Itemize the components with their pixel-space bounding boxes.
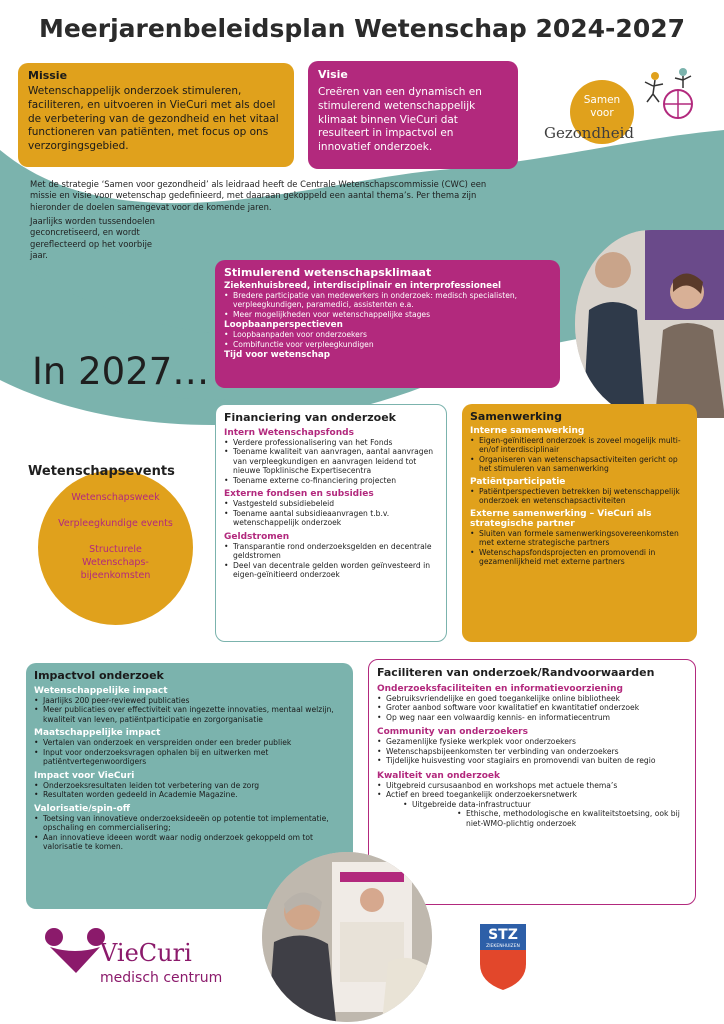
financiering-sub1: Intern Wetenschapsfonds [224, 428, 354, 438]
impact-sub3: Impact voor VieCuri [34, 770, 135, 781]
event-structurele: Structurele [89, 544, 142, 555]
list-item: • Bredere participatie van medewerkers in onderzoek: medisch specialisten, verpleegkundigen, paramedici, assistenten e.a. [224, 291, 551, 310]
stimulerend-heading: Stimulerend wetenschapsklimaat [224, 266, 432, 279]
impact-heading: Impactvol onderzoek [34, 669, 164, 682]
financiering-list1 [224, 438, 438, 485]
list-item: • Organiseren van wetenschapsactiviteiten gericht op het stimuleren van samenwerking [470, 455, 689, 474]
faciliteren-list3 [377, 781, 687, 828]
list-item: • Deel van decentrale gelden worden geïnvesteerd in eigen-geïnitieerd onderzoek [224, 561, 438, 580]
faciliteren-list2 [377, 737, 687, 765]
missie-card [18, 63, 294, 167]
viecuri-logo [40, 925, 240, 995]
intro-text-2: Jaarlijks worden tussendoelen geconcretiseerd, en wordt gereflecteerd op het voorbije jaar. [30, 216, 155, 261]
list-item: • Combifunctie voor verpleegkundigen [224, 340, 551, 349]
list-item: • Jaarlijks 200 peer-reviewed publicaties [34, 696, 345, 705]
financiering-list3 [224, 542, 438, 580]
list-item: • Groter aanbod software voor kwalitatief en kwantitatief onderzoek [377, 703, 687, 712]
photo-people-illustration [575, 230, 724, 418]
stimulerend-sub2: Loopbaanperspectieven [224, 320, 343, 331]
visie-heading: Visie [318, 68, 348, 81]
list-item: • Gezamenlijke fysieke werkplek voor onderzoekers [377, 737, 687, 746]
voor-text: voor [590, 106, 614, 119]
list-item: • Toename externe co-financiering projecten [224, 476, 438, 485]
list-item: • Toename kwaliteit van aanvragen, aantal aanvragen van verpleegkundigen en aanvragen leidend tot nieuwe Topklinische Expertisecentra [224, 447, 438, 475]
impact-sub1: Wetenschappelijke impact [34, 686, 168, 696]
list-item: • Input voor onderzoeksvragen ophalen bij en uitwerken met patiëntvertegenwoordigers [34, 748, 345, 767]
list-item: • Aan innovatieve ideeen wordt waar nodig onderzoek gekoppeld om tot valorisatie te komen. [34, 833, 345, 852]
list-item: • Sluiten van formele samenwerkingsovereenkomsten met externe strategische partners [470, 529, 689, 548]
impact-list1 [34, 696, 345, 724]
samenwerking-heading: Samenwerking [470, 410, 562, 423]
visie-card [308, 61, 518, 169]
list-item: • Uitgebreid cursusaanbod en workshops met actuele thema’s [377, 781, 687, 790]
list-item: • Meer mogelijkheden voor wetenschappelijke stages [224, 310, 551, 319]
samenwerking-list3 [470, 529, 689, 567]
financiering-sub3: Geldstromen [224, 531, 290, 542]
event-verpleegkundige: Verpleegkundige events [58, 518, 173, 529]
faciliteren-sub3: Kwaliteit van onderzoek [377, 770, 501, 781]
page-title: Meerjarenbeleidsplan Wetenschap 2024-2027 [38, 14, 686, 43]
list-item: • Tijdelijke huisvesting voor stagiairs en promovendi van buiten de regio [377, 756, 687, 765]
stimulerend-sub3: Tijd voor wetenschap [224, 350, 331, 361]
missie-heading: Missie [28, 69, 68, 82]
list-item: • Actief en breed toegankelijk onderzoekersnetwerk [377, 790, 687, 799]
photo-conversation [575, 230, 724, 418]
impact-sub2: Maatschappelijke impact [34, 728, 161, 739]
impact-sub4: Valorisatie/spin-off [34, 803, 131, 814]
samenwerking-card [462, 404, 697, 642]
stimulerend-card [215, 260, 560, 388]
list-item: • Vertalen van onderzoek en verspreiden onder een breder publiek [34, 738, 345, 747]
list-item: • Transparantie rond onderzoeksgelden en decentrale geldstromen [224, 542, 438, 561]
faciliteren-sub1: Onderzoeksfaciliteiten en informatievoorziening [377, 684, 623, 694]
list-item: • Patiëntperspectieven betrekken bij wetenschappelijk onderzoek en wetenschapsactiviteiten [470, 487, 689, 506]
list-item: • Meer publicaties over effectiviteit van ingezette innovaties, mentaal welzijn, kwaliteit van leven, patiëntparticipatie en zorgorganisatie [34, 705, 345, 724]
list-item: • Uitgebreide data-infrastructuur [403, 800, 687, 809]
faciliteren-sub2: Community van onderzoekers [377, 727, 528, 738]
list-item: • Onderzoeksresultaten leiden tot verbetering van de zorg [34, 781, 345, 790]
samenwerking-sub3: Externe samenwerking – VieCuri als strategische partner [470, 508, 652, 529]
viecuri-name: VieCuri [100, 939, 192, 967]
list-item: • Eigen-geïnitieerd onderzoek is zoveel mogelijk multi- en/of interdisciplinair [470, 436, 689, 455]
stimulerend-list2 [224, 330, 551, 349]
stz-text: STZ [488, 927, 518, 943]
list-item: • Ethische, methodologische en kwaliteitstoetsing, ook bij niet-WMO-plichtig onderzoek [457, 809, 687, 828]
stimulerend-sub1: Ziekenhuisbreed, interdisciplinair en interprofessioneel [224, 281, 502, 291]
financiering-list2 [224, 499, 438, 527]
list-item: • Gebruiksvriendelijke en goed toegankelijke online bibliotheek [377, 694, 687, 703]
viecuri-sub: medisch centrum [100, 970, 223, 986]
missie-text: Wetenschappelijk onderzoek stimuleren, faciliteren, en uitvoeren in VieCuri met als doel de verbetering van de gezondheid en het vitaal functioneren van patiënten, met focus op ons verzorgingsgebied. [28, 85, 279, 152]
list-item: • Wetenschapsfondsprojecten en promovendi in gezamenlijkheid met externe partners [470, 548, 689, 567]
faciliteren-heading: Faciliteren van onderzoek/Randvoorwaarden [377, 666, 655, 679]
samen-text: Samen [583, 94, 621, 106]
list-item: • Loopbaanpaden voor onderzoekers [224, 330, 551, 339]
photo-poster-discussion [262, 852, 432, 1022]
wetenschapsevents-heading: Wetenschapsevents [28, 464, 175, 479]
stz-logo [478, 920, 528, 992]
list-item: • Toetsing van innovatieve onderzoeksideeën op potentie tot implementatie, opschaling en commercialisering; [34, 814, 345, 833]
list-item: • Resultaten worden gedeeld in Academie Magazine. [34, 790, 345, 799]
impact-list2 [34, 738, 345, 766]
samenwerking-sub1: Interne samenwerking [470, 426, 585, 436]
impact-list4 [34, 814, 345, 852]
list-item: • Toename aantal subsidieaanvragen t.b.v. wetenschappelijk onderzoek [224, 509, 438, 528]
samen-voor-gezondheid-logo [538, 62, 708, 166]
stimulerend-list1 [224, 291, 551, 319]
event-wetenschaps: Wetenschaps- [82, 557, 149, 568]
financiering-heading: Financiering van onderzoek [224, 411, 396, 424]
faciliteren-list1 [377, 694, 687, 722]
samenwerking-list2 [470, 487, 689, 506]
samenwerking-list1 [470, 436, 689, 474]
samenwerking-sub2: Patiëntparticipatie [470, 476, 566, 487]
faciliteren-card [368, 659, 696, 905]
in-2027-heading: In 2027… [32, 350, 210, 393]
financiering-sub2: Externe fondsen en subsidies [224, 489, 374, 500]
list-item: • Wetenschapsbijeenkomsten ter verbinding van onderzoekers [377, 747, 687, 756]
stz-sub: ZIEKENHUIZEN [486, 944, 520, 949]
people-globe-icon [633, 62, 703, 132]
wetenschapsevents-circle [38, 470, 193, 625]
list-item: • Op weg naar een volwaardig kennis- en informatiecentrum [377, 713, 687, 722]
impact-list3 [34, 781, 345, 800]
list-item: • Vastgesteld subsidiebeleid [224, 499, 438, 508]
intro-text: Met de strategie ‘Samen voor gezondheid’ als leidraad heeft de Centrale Wetenschapscommissie (CWC) een missie en visie voor wetenschap gedefinieerd, met daaraan gekoppeld een aantal thema’s. Per thema zijn hieronder de doelen samengevat voor de komende jaren. [30, 179, 487, 212]
event-bijeenkomsten: bijeenkomsten [80, 570, 151, 581]
visie-text: Creëren van een dynamisch en stimulerend wetenschappelijk klimaat binnen VieCuri dat resulteert in impactvol en innovatief onderzoek. [318, 86, 482, 153]
photo-poster-illustration [262, 852, 432, 1022]
financiering-card [215, 404, 447, 642]
gezondheid-text: Gezondheid [544, 124, 634, 142]
event-wetenschapsweek: Wetenschapsweek [71, 492, 160, 503]
list-item: • Verdere professionalisering van het Fonds [224, 438, 438, 447]
